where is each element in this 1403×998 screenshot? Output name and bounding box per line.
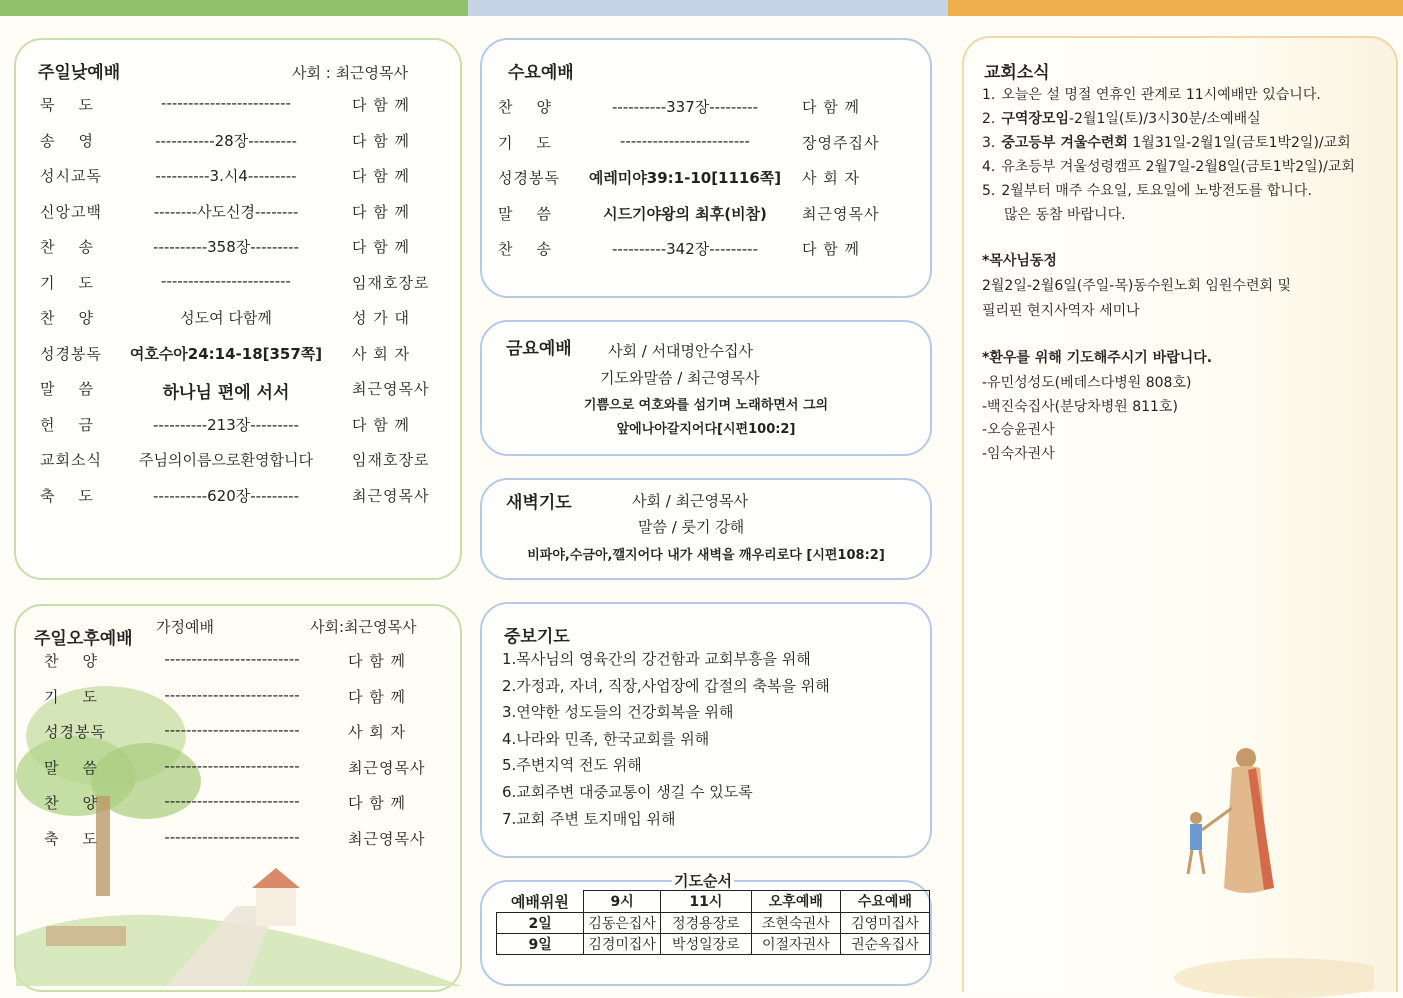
order-item-label: 헌 금: [40, 415, 95, 434]
sunday-morning-host: 사회 : 최근영목사: [292, 64, 409, 82]
order-item-leader: 사 회 자: [802, 169, 861, 187]
prayer-order-table: [496, 890, 930, 955]
friday-host: 사회 / 서대명안수집사: [608, 342, 754, 360]
dawn-sermon: 말씀 / 룻기 강해: [638, 518, 745, 536]
order-item-content: -------------------------: [164, 827, 300, 846]
order-item-leader: 다 함 께: [352, 415, 411, 434]
prayer-cell: 권순옥집사: [840, 933, 929, 954]
order-item-leader: 최근영목사: [348, 758, 426, 777]
pastor-news-line-2: 필리핀 현지사역자 세미나: [982, 303, 1140, 319]
order-item-content: ----------620장---------: [153, 486, 299, 505]
news-item-number: 1.: [982, 87, 996, 103]
news-item-highlight: 중고등부 겨울수련회: [1001, 135, 1128, 151]
prayer-row: [497, 912, 930, 933]
order-item-content: -------------------------: [164, 685, 300, 704]
prayer-row: [497, 933, 930, 954]
schedule-row: [16, 307, 460, 329]
schedule-row: [482, 132, 930, 154]
schedule-row: [16, 201, 460, 223]
order-item-leader: 다 함 께: [348, 794, 407, 812]
intercession-item: 1.목사님의 영육간의 강건함과 교회부흥을 위해: [502, 650, 811, 668]
prayer-cell: 김영미집사: [840, 912, 929, 933]
order-item-content: ----------3.시4---------: [155, 167, 297, 185]
order-item-label: 말 씀: [44, 758, 99, 777]
news-item: [982, 132, 1351, 152]
news-item-text: 오늘은 설 명절 연휴인 관계로 11시예배만 있습니다.: [1001, 87, 1321, 103]
order-item-leader: 성 가 대: [352, 309, 411, 327]
order-item-label: 찬 양: [498, 98, 553, 116]
wednesday-title: 수요예배: [508, 63, 574, 83]
order-item-label: 기 도: [498, 133, 553, 152]
order-item-content: -----------28장---------: [155, 131, 297, 150]
friday-sermon: 기도와말씀 / 최근영목사: [600, 369, 760, 387]
top-bar-green: [0, 0, 468, 16]
news-item-number: 3.: [982, 135, 996, 151]
order-item-leader: 다 함 께: [352, 167, 411, 185]
order-item-label: 성경봉독: [40, 344, 102, 363]
news-item-number: 2.: [982, 111, 996, 127]
sick-member: -유민성성도(베데스다병원 808호): [982, 375, 1192, 391]
friday-verse-2: 앞에나아갈지어다[시편100:2]: [616, 422, 796, 437]
news-item-number: 4.: [982, 159, 996, 175]
top-bar-orange: [948, 0, 1403, 16]
friday-panel: [480, 320, 932, 456]
order-item-label: 찬 송: [498, 240, 553, 258]
news-item-text: 1월31일-2월1일(금토1박2일)/교회: [1127, 135, 1351, 151]
order-item-label: 찬 양: [44, 794, 99, 812]
top-bar-blue: [468, 0, 948, 16]
order-item-leader: 다 함 께: [348, 687, 407, 706]
schedule-row: [16, 828, 460, 850]
order-item-leader: 다 함 께: [802, 98, 861, 116]
order-item-label: 성시교독: [40, 167, 102, 185]
order-item-leader: 최근영목사: [802, 204, 880, 223]
schedule-row: [16, 721, 460, 743]
order-item-content: ------------------------: [161, 94, 291, 112]
schedule-row: [16, 485, 460, 507]
order-item-content: ----------213장---------: [153, 415, 299, 434]
sunday-afternoon-subtitle: 가정예배: [156, 618, 214, 636]
prayer-cell: 2일: [497, 912, 584, 933]
intercession-item: 3.연약한 성도들의 건강회복을 위해: [502, 703, 734, 722]
schedule-row: [16, 94, 460, 116]
order-item-leader: 다 함 께: [352, 96, 411, 114]
order-item-leader: 다 함 께: [348, 652, 407, 670]
order-item-leader: 다 함 께: [352, 131, 411, 150]
intercession-item: 2.가정과, 자녀, 직장,사업장에 갑절의 축복을 위해: [502, 676, 830, 695]
header-cell: 수요예배: [840, 891, 929, 913]
schedule-row: [16, 272, 460, 294]
order-item-content: 예레미야39:1-10[1116쪽]: [588, 169, 782, 187]
church-news-title: 교회소식: [984, 63, 1050, 83]
schedule-row: [16, 343, 460, 365]
friday-verse-1: 기쁨으로 여호와를 섬기며 노래하면서 그의: [583, 398, 829, 413]
prayer-cell: 9일: [497, 933, 584, 954]
pastor-news-title: *목사님동정: [982, 253, 1057, 269]
dawn-host: 사회 / 최근영목사: [632, 492, 749, 510]
schedule-row: [482, 203, 930, 225]
news-item-number: 5.: [982, 183, 996, 199]
schedule-row: [16, 165, 460, 187]
news-item: [982, 156, 1355, 176]
order-item-leader: 임재호장로: [352, 273, 430, 292]
header-cell: 예배위원: [510, 892, 569, 911]
order-item-label: 성경봉독: [44, 723, 106, 741]
news-item-text: 2월부터 매주 수요일, 토요일에 노방전도를 합니다.: [1001, 183, 1312, 199]
prayer-cell: 이절자권사: [751, 933, 840, 954]
prayer-header-row: [497, 891, 930, 913]
order-item-content: --------사도신경--------: [153, 202, 299, 221]
order-item-leader: 임재호장로: [352, 451, 430, 469]
sunday-afternoon-host: 사회:최근영목사: [310, 618, 417, 636]
order-item-label: 기 도: [44, 687, 99, 706]
order-item-content: ------------------------: [161, 271, 291, 290]
sunday-morning-panel: [14, 38, 462, 580]
sunday-afternoon-panel: [14, 604, 462, 992]
order-item-content: ----------358장---------: [153, 238, 299, 256]
news-item-text: 유초등부 겨울성령캠프 2월7일-2월8일(금토1박2일)/교회: [1001, 159, 1355, 175]
order-item-label: 송 영: [40, 131, 95, 150]
news-item-5-continued: 많은 동참 바랍니다.: [1004, 207, 1126, 223]
order-item-content: -------------------------: [164, 792, 300, 810]
header-cell: 9시: [584, 891, 661, 913]
schedule-row: [16, 130, 460, 152]
order-item-content: -------------------------: [164, 650, 300, 668]
schedule-row: [16, 378, 460, 403]
schedule-row: [16, 792, 460, 814]
order-item-label: 성경봉독: [498, 169, 560, 187]
sick-member: -백진숙집사(분당차병원 811호): [982, 398, 1178, 415]
order-item-leader: 다 함 께: [352, 238, 411, 256]
order-item-label: 찬 양: [40, 309, 95, 327]
schedule-row: [16, 757, 460, 779]
order-item-content: 하나님 편에 서서: [162, 383, 290, 403]
dawn-verse: 비파야,수금아,깰지어다 내가 새벽을 깨우리로다 [시편108:2]: [527, 548, 885, 563]
news-item-highlight: 구역장모임: [1001, 111, 1069, 127]
prayer-cell: 조현숙권사: [751, 912, 840, 933]
order-item-label: 기 도: [40, 273, 95, 292]
header-cell: 11시: [660, 891, 751, 913]
order-item-leader: 최근영목사: [352, 380, 430, 398]
news-item: [982, 108, 1261, 128]
schedule-row: [16, 686, 460, 708]
intercession-item: 4.나라와 민족, 한국교회를 위해: [502, 729, 710, 748]
schedule-row: [16, 449, 460, 471]
order-item-content: -------------------------: [164, 721, 300, 739]
order-item-leader: 다 함 께: [802, 240, 861, 258]
intercession-item: 7.교회 주변 토지매입 위해: [502, 809, 676, 828]
wednesday-panel: [480, 38, 932, 298]
schedule-row: [16, 236, 460, 258]
schedule-row: [16, 650, 460, 672]
order-item-leader: 최근영목사: [348, 829, 426, 848]
sunday-morning-title: 주일낮예배: [38, 63, 121, 83]
order-item-leader: 사 회 자: [348, 723, 407, 741]
dawn-panel: [480, 478, 932, 580]
order-item-content: 시드기야왕의 최후(비참): [603, 204, 767, 223]
order-item-leader: 다 함 께: [352, 202, 411, 221]
header-cell: 오후예배: [751, 891, 840, 913]
order-item-label: 말 씀: [40, 380, 95, 398]
prayer-cell: 김동은집사: [584, 912, 661, 933]
order-item-label: 묵 도: [40, 96, 95, 114]
order-item-label: 축 도: [40, 486, 95, 505]
sick-member: -오승윤권사: [982, 422, 1055, 438]
order-item-leader: 최근영목사: [352, 486, 430, 505]
order-item-content: 주님의이름으로환영합니다: [139, 451, 313, 469]
order-item-content: ------------------------: [620, 131, 750, 150]
intercession-panel: [480, 602, 932, 858]
sick-prayer-title: *환우를 위해 기도해주시기 바랍니다.: [982, 350, 1213, 366]
sick-member: -임숙자권사: [982, 445, 1055, 462]
order-item-leader: 사 회 자: [352, 344, 411, 363]
order-item-content: 성도여 다함께: [180, 309, 272, 327]
prayer-cell: 박성일장로: [660, 933, 751, 954]
schedule-row: [482, 238, 930, 260]
sunday-afternoon-title: 주일오후예배: [34, 629, 133, 649]
order-item-label: 말 씀: [498, 204, 553, 223]
intercession-item: 5.주변지역 전도 위해: [502, 756, 642, 775]
schedule-row: [482, 96, 930, 118]
order-item-label: 교회소식: [40, 451, 102, 469]
order-item-label: 축 도: [44, 829, 99, 848]
news-item-text: -2월1일(토)/3시30분/소예배실: [1068, 111, 1261, 127]
order-item-content: ----------337장---------: [612, 98, 758, 116]
intercession-title: 중보기도: [504, 627, 570, 647]
friday-title: 금요예배: [506, 339, 572, 359]
order-item-content: 여호수아24:14-18[357쪽]: [129, 344, 323, 363]
order-item-content: -------------------------: [164, 756, 300, 775]
order-item-label: 신앙고백: [40, 202, 102, 221]
schedule-row: [16, 414, 460, 436]
prayer-cell: 정경용장로: [660, 912, 751, 933]
news-item: [982, 180, 1312, 200]
church-news-panel: [962, 36, 1398, 992]
prayer-cell: 김경미집사: [584, 933, 661, 954]
dawn-title: 새벽기도: [506, 493, 572, 513]
prayer-order-title: 기도순서: [674, 872, 732, 890]
intercession-item: 6.교회주변 대중교통이 생길 수 있도록: [502, 783, 753, 801]
walking-figures-illustration: [1174, 738, 1374, 998]
schedule-row: [482, 167, 930, 189]
order-item-leader: 장영주집사: [802, 133, 880, 152]
order-item-content: ----------342장---------: [612, 240, 758, 258]
news-item: [982, 84, 1321, 104]
order-item-label: 찬 송: [40, 238, 95, 256]
order-item-label: 찬 양: [44, 652, 99, 670]
prayer-order-panel: [480, 872, 932, 986]
pastor-news-line-1: 2월2일-2월6일(주일-목)동수원노회 임원수련회 및: [982, 278, 1291, 294]
